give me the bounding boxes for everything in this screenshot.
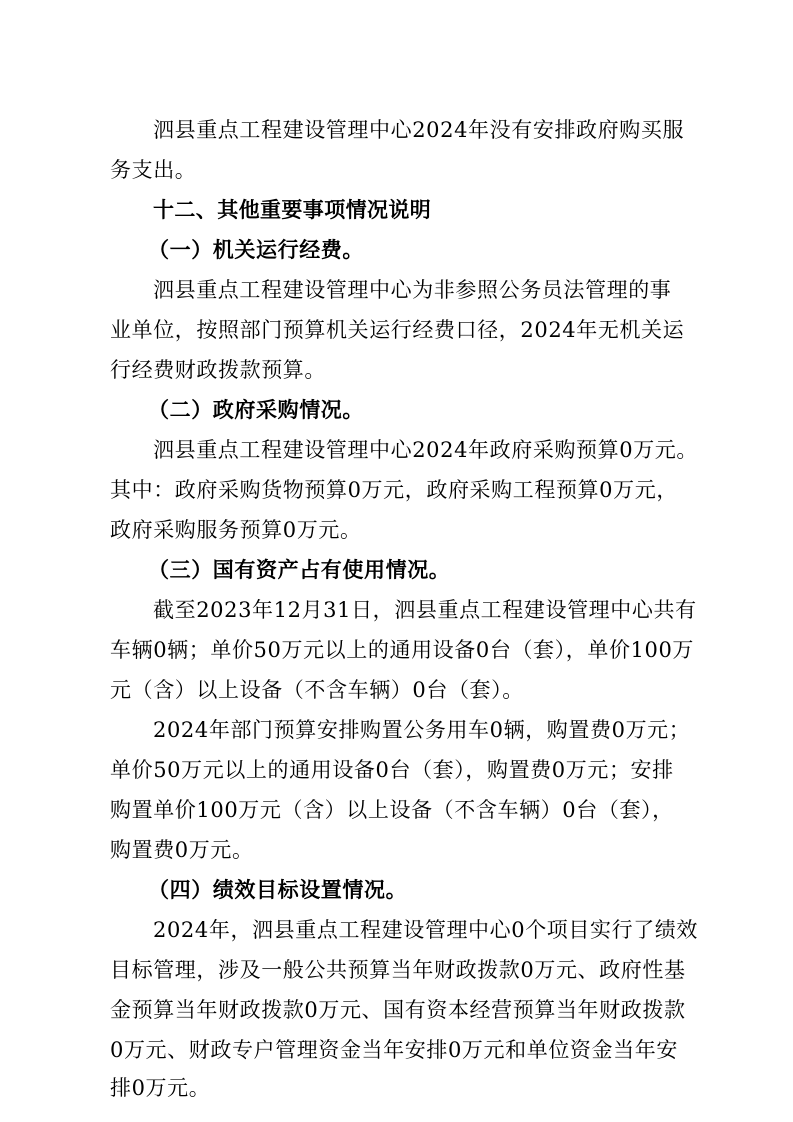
body-text-line: 截至2023年12月31日，泗县重点工程建设管理中心共有 (153, 598, 697, 622)
body-text-line: 0万元、财政专户管理资金当年安排0万元和单位资金当年安 (110, 1038, 678, 1062)
body-text-line: 政府采购服务预算0万元。 (110, 518, 362, 542)
body-text-line: 购置费0万元。 (110, 838, 254, 862)
body-text-line: 泗县重点工程建设管理中心2024年没有安排政府购买服 (153, 118, 685, 142)
body-text-line: 2024年部门预算安排购置公务用车0辆，购置费0万元； (153, 718, 691, 742)
body-text-line: 单价50万元以上的通用设备0台（套），购置费0万元；安排 (110, 758, 674, 782)
subsection-heading: （二）政府采购情况。 (148, 398, 364, 422)
body-text-line: 购置单价100万元（含）以上设备（不含车辆）0台（套）， (110, 798, 674, 822)
body-text-line: 泗县重点工程建设管理中心为非参照公务员法管理的事 (153, 278, 672, 302)
body-text-line: 其中：政府采购货物预算0万元，政府采购工程预算0万元， (110, 478, 678, 502)
body-text-line: 业单位，按照部门预算机关运行经费口径，2024年无机关运 (110, 318, 685, 342)
subsection-heading: （一）机关运行经费。 (148, 238, 364, 262)
body-text-line: 泗县重点工程建设管理中心2024年政府采购预算0万元。 (153, 438, 699, 462)
body-text-line: 行经费财政拨款预算。 (110, 358, 326, 382)
body-text-line: 金预算当年财政拨款0万元、国有资本经营预算当年财政拨款 (110, 998, 686, 1022)
subsection-heading: （三）国有资产占有使用情况。 (148, 558, 451, 582)
subsection-heading: （四）绩效目标设置情况。 (148, 878, 408, 902)
body-text-line: 元（含）以上设备（不含车辆）0台（套）。 (110, 678, 524, 702)
body-text-line: 目标管理，涉及一般公共预算当年财政拨款0万元、政府性基 (110, 958, 686, 982)
section-heading: 十二、其他重要事项情况说明 (153, 198, 432, 222)
body-text-line: 排0万元。 (110, 1076, 211, 1100)
body-text-line: 2024年，泗县重点工程建设管理中心0个项目实行了绩效 (153, 918, 699, 942)
body-text-line: 务支出。 (110, 158, 197, 182)
body-text-line: 车辆0辆；单价50万元以上的通用设备0台（套），单价100万 (110, 638, 695, 662)
